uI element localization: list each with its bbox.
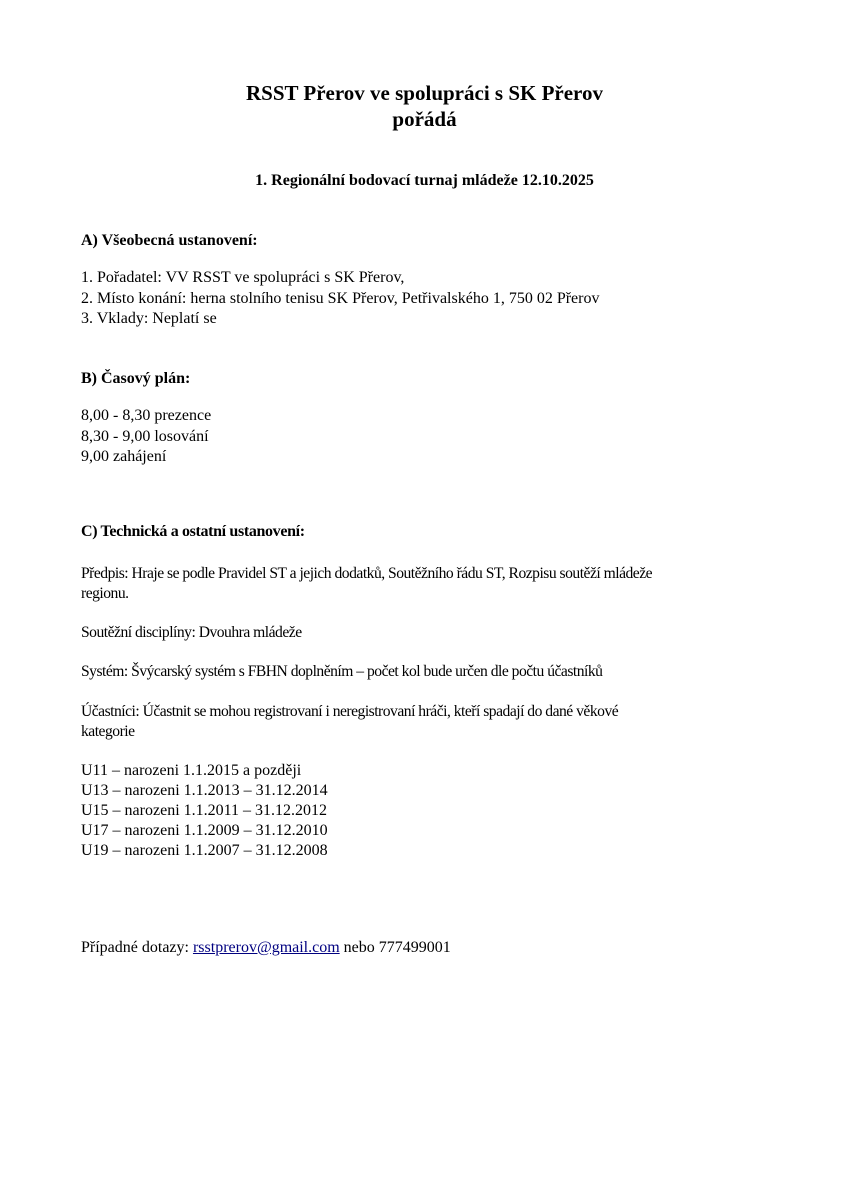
title-line-1: RSST Přerov ve spolupráci s SK Přerov [246,81,603,105]
system-text: Systém: Švýcarský systém s FBHN doplněním – počet kol bude určen dle počtu účastníků [81,663,603,680]
age-category: U17 – narozeni 1.1.2009 – 31.12.2010 [81,822,328,839]
schedule-item: 8,30 - 9,00 losování [81,427,209,445]
contact-line [81,938,451,959]
event-subtitle: 1. Regionální bodovací turnaj mládeže 12.10.2025 [255,172,594,189]
email-link[interactable]: rsstprerov@gmail.com [192,939,340,956]
contact-connector: nebo [339,939,379,956]
disciplines-text: Soutěžní disciplíny: Dvouhra mládeže [81,624,302,641]
age-category: U19 – narozeni 1.1.2007 – 31.12.2008 [81,842,328,859]
section-a-item: 1. Pořadatel: VV RSST ve spolupráci s SK Přerov, [81,269,405,286]
schedule-item: 8,00 - 8,30 prezence [81,407,212,424]
section-a-item: 2. Místo konání: herna stolního tenisu SK Přerov, Petřivalského 1, 750 02 Přerov [81,289,600,307]
phone-number: 777499001 [378,939,451,956]
age-category: U13 – narozeni 1.1.2013 – 31.12.2014 [81,782,328,799]
participants-line-1: Účastníci: Účastnit se mohou registrovaní i neregistrovaní hráči, kteří spadají do dané věkové [81,703,619,720]
age-category: U11 – narozeni 1.1.2015 a později [81,762,302,779]
title-line-2: pořádá [392,107,457,131]
participants-line-2: kategorie [81,723,135,740]
section-a-heading: A) Všeobecná ustanovení: [81,232,258,249]
section-a-item: 3. Vklady: Neplatí se [81,310,217,327]
predpis-line-2: regionu. [81,585,129,602]
predpis-line-1: Předpis: Hraje se podle Pravidel ST a jejich dodatků, Soutěžního řádu ST, Rozpisu soutěží mládeže [81,565,653,582]
schedule-item: 9,00 zahájení [81,448,167,465]
age-category: U15 – narozeni 1.1.2011 – 31.12.2012 [81,802,328,819]
section-b-heading: B) Časový plán: [81,370,191,387]
section-c-heading: C) Technická a ostatní ustanovení: [81,523,305,540]
contact-label: Případné dotazy: [81,939,193,956]
